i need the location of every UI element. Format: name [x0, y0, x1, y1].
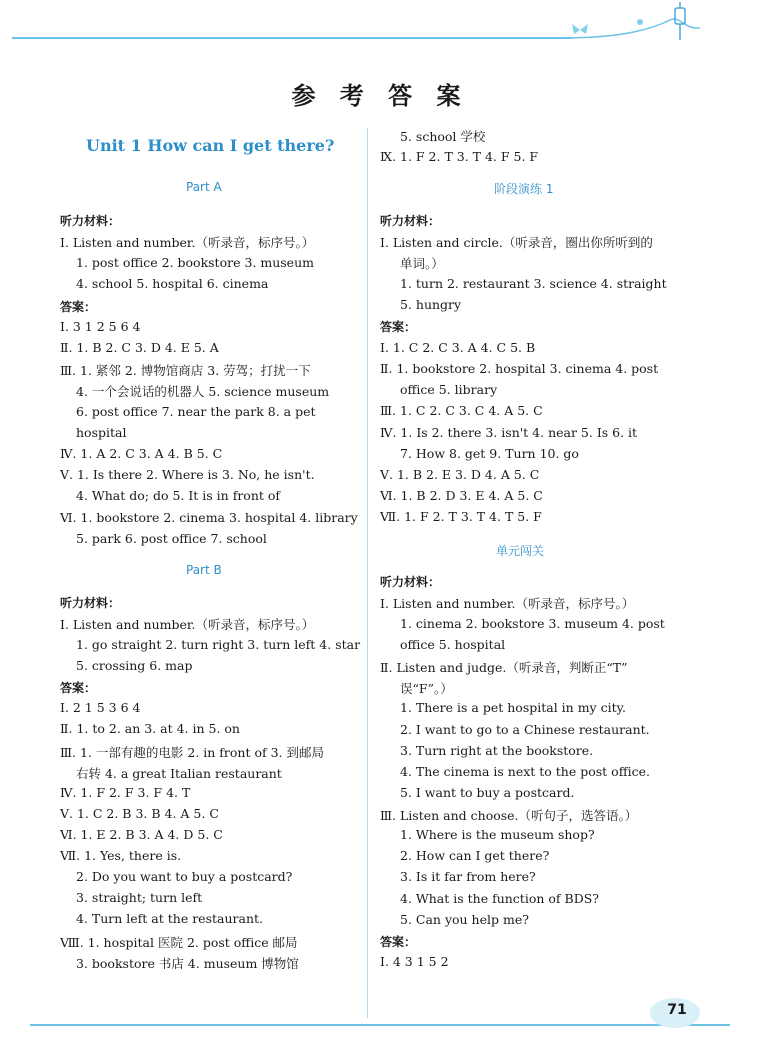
text-line: 误“F”。） — [400, 681, 453, 696]
text-line: Ⅲ. 1. C 2. C 3. C 4. A 5. C — [380, 403, 543, 418]
text-line: Ⅰ. 3 1 2 5 6 4 — [60, 319, 141, 334]
text-line: 单元闯关 — [496, 544, 545, 558]
text-line: 答案： — [380, 320, 417, 334]
text-line: 2. I want to go to a Chinese restaurant. — [400, 722, 650, 737]
text-line: Ⅰ. Listen and number.（听录音，标序号。） — [60, 235, 315, 250]
text-line: 答案： — [60, 300, 97, 314]
text-line: 听力材料： — [60, 596, 121, 610]
text-line: 1. go straight 2. turn right 3. turn left 4. star — [76, 637, 361, 652]
text-line: 5. crossing 6. map — [76, 658, 193, 673]
text-line: 4. Turn left at the restaurant. — [76, 911, 263, 926]
text-line: 听力材料： — [380, 214, 441, 228]
text-line: 2. How can I get there? — [400, 848, 550, 863]
text-line: 1. Where is the museum shop? — [400, 827, 595, 842]
text-line: hospital — [76, 425, 127, 440]
text-line: Ⅵ. 1. bookstore 2. cinema 3. hospital 4. library — [60, 510, 358, 525]
text-line: 单词。） — [400, 256, 444, 271]
text-line: 4. The cinema is next to the post office. — [400, 764, 650, 779]
butterfly-lantern-icon — [560, 0, 760, 50]
text-line: 听力材料： — [60, 214, 121, 228]
text-line: Ⅷ. 1. hospital 医院 2. post office 邮局 — [60, 935, 298, 950]
text-line: 5. hungry — [400, 297, 462, 312]
text-line: 1. cinema 2. bookstore 3. museum 4. post — [400, 616, 665, 631]
text-line: Ⅴ. 1. C 2. B 3. B 4. A 5. C — [60, 806, 219, 821]
text-line: 5. I want to buy a postcard. — [400, 785, 575, 800]
text-line: 1. There is a pet hospital in my city. — [400, 700, 626, 715]
text-line: Ⅳ. 1. Is 2. there 3. isn't 4. near 5. Is 6. it — [380, 425, 638, 440]
text-line: Ⅰ. 1. C 2. C 3. A 4. C 5. B — [380, 340, 536, 355]
text-line: 听力材料： — [380, 575, 441, 589]
text-line: 3. bookstore 书店 4. museum 博物馆 — [76, 956, 299, 971]
text-line: Ⅵ. 1. E 2. B 3. A 4. D 5. C — [60, 827, 223, 842]
text-line: Ⅰ. 4 3 1 5 2 — [380, 954, 449, 969]
text-line: Ⅳ. 1. A 2. C 3. A 4. B 5. C — [60, 446, 223, 461]
footer-rule — [30, 1024, 730, 1026]
text-line: 5. school 学校 — [400, 129, 486, 144]
text-line: 7. How 8. get 9. Turn 10. go — [400, 446, 579, 461]
text-line: 3. Is it far from here? — [400, 869, 536, 884]
text-line: Ⅱ. 1. bookstore 2. hospital 3. cinema 4. post — [380, 361, 659, 376]
text-line: Ⅶ. 1. Yes, there is. — [60, 848, 182, 863]
text-line: Ⅱ. Listen and judge.（听录音，判断正“T” — [380, 660, 628, 675]
text-line: Ⅶ. 1. F 2. T 3. T 4. T 5. F — [380, 509, 542, 524]
text-line: 答案： — [380, 935, 417, 949]
text-line: Ⅲ. 1. 一部有趣的电影 2. in front of 3. 到邮局 — [60, 745, 324, 760]
text-line: 4. school 5. hospital 6. cinema — [76, 276, 269, 291]
text-line: 1. post office 2. bookstore 3. museum — [76, 255, 314, 270]
text-line: 6. post office 7. near the park 8. a pet — [76, 404, 316, 419]
text-line: Ⅲ. Listen and choose.（听句子，选答语。） — [380, 808, 638, 823]
text-line: 4. What do; do 5. It is in front of — [76, 488, 281, 503]
text-line: Ⅳ. 1. F 2. F 3. F 4. T — [60, 785, 191, 800]
column-divider — [367, 128, 368, 1018]
text-line: Ⅴ. 1. B 2. E 3. D 4. A 5. C — [380, 467, 540, 482]
header-rule — [12, 37, 572, 39]
text-line: 5. park 6. post office 7. school — [76, 531, 267, 546]
text-line: Ⅰ. Listen and number.（听录音，标序号。） — [380, 596, 635, 611]
text-line: 5. Can you help me? — [400, 912, 529, 927]
text-line: Ⅰ. Listen and number.（听录音，标序号。） — [60, 617, 315, 632]
text-line: Ⅲ. 1. 紧邻 2. 博物馆商店 3. 劳驾；打扰一下 — [60, 363, 311, 378]
text-line: Ⅴ. 1. Is there 2. Where is 3. No, he isn't. — [60, 467, 315, 482]
text-line: 3. Turn right at the bookstore. — [400, 743, 594, 758]
text-line: 答案： — [60, 681, 97, 695]
text-line: Ⅸ. 1. F 2. T 3. T 4. F 5. F — [380, 149, 539, 164]
text-line: Ⅱ. 1. B 2. C 3. D 4. E 5. A — [60, 340, 219, 355]
page-title: 参 考 答 案 — [291, 82, 469, 110]
text-line: Ⅰ. 2 1 5 3 6 4 — [60, 700, 141, 715]
text-line: 1. turn 2. restaurant 3. science 4. straight — [400, 276, 667, 291]
text-line: Part A — [186, 180, 222, 194]
text-line: 4. What is the function of BDS? — [400, 891, 599, 906]
page-number: 71 — [667, 1002, 687, 1018]
text-line: Unit 1 How can I get there? — [86, 136, 335, 155]
text-line: Part B — [186, 563, 222, 577]
text-line: Ⅰ. Listen and circle.（听录音，圈出你所听到的 — [380, 235, 653, 250]
text-line: 右转 4. a great Italian restaurant — [76, 766, 282, 781]
text-line: Ⅱ. 1. to 2. an 3. at 4. in 5. on — [60, 721, 240, 736]
text-line: 阶段演练 1 — [494, 182, 554, 196]
text-line: office 5. hospital — [400, 637, 506, 652]
text-line: office 5. library — [400, 382, 498, 397]
text-line: 2. Do you want to buy a postcard? — [76, 869, 293, 884]
text-line: 3. straight; turn left — [76, 890, 203, 905]
text-line: 4. 一个会说话的机器人 5. science museum — [76, 384, 330, 399]
text-line: Ⅵ. 1. B 2. D 3. E 4. A 5. C — [380, 488, 543, 503]
